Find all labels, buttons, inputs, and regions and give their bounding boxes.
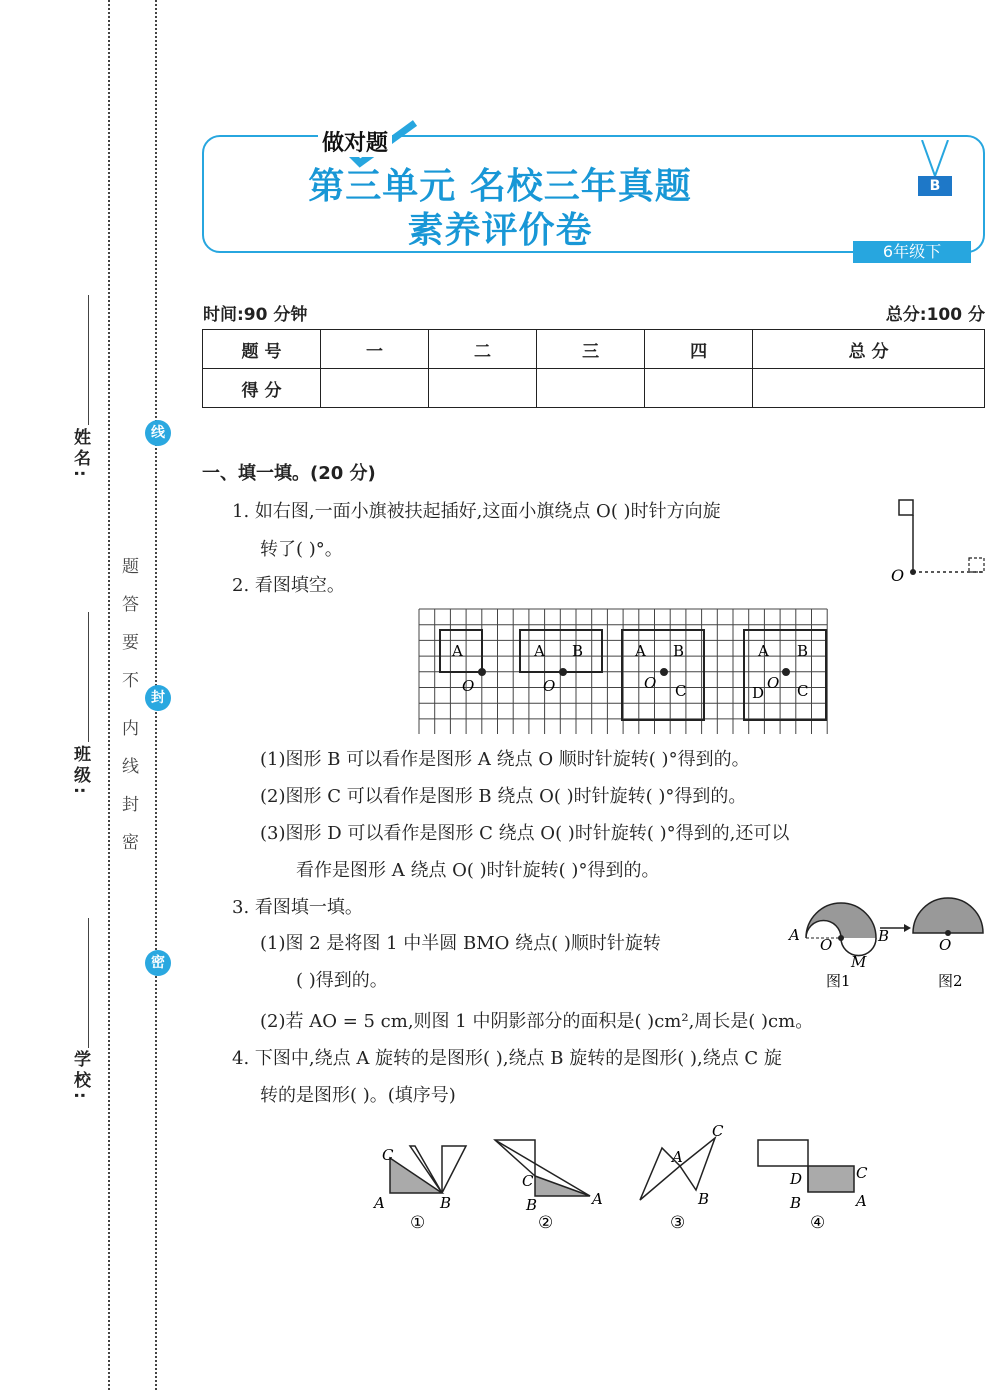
- question-3-1-cont: ( )得到的。: [296, 970, 388, 991]
- grid-letter: B: [673, 642, 685, 660]
- figure-number: ④: [810, 1213, 826, 1233]
- figure-number: ①: [410, 1213, 426, 1233]
- table-row: [203, 330, 985, 369]
- q4-label: C: [522, 1172, 534, 1190]
- pivot-point: [661, 669, 667, 675]
- grid-letter: A: [758, 642, 769, 660]
- warning-char: 线: [122, 757, 139, 777]
- header-cell: 题 号: [203, 330, 321, 369]
- pivot-point: [479, 669, 485, 675]
- score-cell[interactable]: [537, 369, 645, 408]
- seal-seal: 封: [145, 685, 171, 711]
- row-label: 得 分: [203, 369, 321, 408]
- grid-letter: O: [767, 674, 780, 692]
- header-cell: 总 分: [753, 330, 985, 369]
- fig1-caption: 图1: [826, 972, 851, 990]
- tag-string-icon: [918, 140, 952, 178]
- score-cell[interactable]: [429, 369, 537, 408]
- question-4-line2: 转的是图形( )。(填序号): [260, 1085, 456, 1106]
- q4-label: C: [856, 1164, 868, 1182]
- flag-o-label: O: [891, 566, 905, 585]
- warning-char: 题: [122, 557, 139, 577]
- question-2-3: (3)图形 D 可以看作是图形 C 绕点 O( )时针旋转( )°得到的,还可以: [260, 823, 790, 844]
- table-row: [203, 369, 985, 408]
- page-subtitle: 素养评价卷: [407, 210, 593, 251]
- question-1-line2: 转了( )°。: [260, 539, 343, 560]
- grid-letter: C: [675, 682, 687, 700]
- class-field[interactable]: [88, 612, 89, 742]
- grid-letter: D: [752, 684, 765, 702]
- semicircle: [913, 898, 983, 933]
- score-cell[interactable]: [645, 369, 753, 408]
- q4-label: B: [440, 1194, 452, 1212]
- grid-letter: A: [534, 642, 545, 660]
- seal-line: 线: [145, 420, 171, 446]
- q4-label: A: [374, 1194, 385, 1212]
- arrow-icon: [904, 924, 911, 932]
- fig1-label: A: [789, 926, 800, 944]
- question-2-1: (1)图形 B 可以看作是图形 A 绕点 O 顺时针旋转( )°得到的。: [260, 749, 750, 770]
- fig1-label: O: [820, 936, 833, 954]
- rotation-shapes-figure: [370, 1118, 875, 1236]
- header-cell: 三: [537, 330, 645, 369]
- warning-char: 内: [122, 719, 139, 739]
- version-tag: B: [918, 176, 952, 196]
- question-3-2: (2)若 AO = 5 cm,则图 1 中阴影部分的面积是( )cm²,周长是( )cm。: [260, 1011, 814, 1032]
- grid-letter: A: [635, 642, 646, 660]
- warning-char: 封: [122, 795, 139, 815]
- q4-label: A: [672, 1148, 683, 1166]
- question-2-2: (2)图形 C 可以看作是图形 B 绕点 O( )时针旋转( )°得到的。: [260, 786, 747, 807]
- figure-number: ③: [670, 1213, 686, 1233]
- q4-label: A: [856, 1192, 867, 1210]
- pivot-point: [783, 669, 789, 675]
- name-label: 姓名:: [70, 428, 90, 481]
- question-3-1: (1)图 2 是将图 1 中半圆 BMO 绕点( )顺时针旋转: [260, 933, 661, 954]
- figure-number: ②: [538, 1213, 554, 1233]
- q4-label: C: [382, 1146, 394, 1164]
- question-1-line1: 1. 如右图,一面小旗被扶起插好,这面小旗绕点 O( )时针方向旋: [232, 501, 721, 522]
- school-field[interactable]: [88, 918, 89, 1048]
- header-cell: 四: [645, 330, 753, 369]
- semicircle-figures: [786, 888, 991, 992]
- score-cell[interactable]: [321, 369, 429, 408]
- warning-char: 密: [122, 833, 139, 853]
- grid-letter: O: [462, 677, 475, 695]
- warning-char: 答: [122, 595, 139, 615]
- pivot-point: [560, 669, 566, 675]
- question-4-line1: 4. 下图中,绕点 A 旋转的是图形( ),绕点 B 旋转的是图形( ),绕点 C 旋: [232, 1048, 782, 1069]
- fig2-label: O: [939, 936, 952, 954]
- fig1-label: B: [878, 927, 890, 945]
- q4-label: B: [526, 1196, 538, 1214]
- grid-letter: C: [797, 682, 809, 700]
- question-3: 3. 看图填一填。: [232, 897, 363, 918]
- header-cell: 一: [321, 330, 429, 369]
- q4-label: D: [790, 1170, 803, 1188]
- grid-letter: O: [644, 674, 657, 692]
- flag-rotated: [969, 558, 984, 572]
- grid-letter: B: [572, 642, 584, 660]
- total-score: 总分:100 分: [885, 305, 985, 325]
- page-title: 第三单元 名校三年真题: [308, 166, 692, 207]
- question-2: 2. 看图填空。: [232, 575, 345, 596]
- brand-logo: 做对题: [318, 126, 392, 157]
- warning-char: 要: [122, 633, 139, 653]
- q4-label: B: [790, 1194, 802, 1212]
- header-cell: 二: [429, 330, 537, 369]
- fig1-label: M: [851, 953, 867, 971]
- grid-letter: B: [797, 642, 809, 660]
- q4-label: A: [592, 1190, 603, 1208]
- seal-close: 密: [145, 950, 171, 976]
- q4-label: C: [712, 1122, 724, 1140]
- time-limit: 时间:90 分钟: [203, 305, 308, 325]
- warning-char: 不: [122, 671, 139, 691]
- q4-label: B: [698, 1190, 710, 1208]
- flag-figure: [885, 495, 990, 585]
- question-2-3-cont: 看作是图形 A 绕点 O( )时针旋转( )°得到的。: [296, 860, 660, 881]
- rotation-grid-figure: [418, 608, 828, 734]
- grid-letter: O: [543, 677, 556, 695]
- section-heading: 一、填一填。(20 分): [202, 463, 376, 484]
- grid-shape: [520, 630, 602, 672]
- school-label: 学校:: [70, 1050, 90, 1103]
- name-field[interactable]: [88, 295, 89, 425]
- score-table: [202, 329, 985, 408]
- grid-letter: A: [452, 642, 463, 660]
- fig2-caption: 图2: [938, 972, 963, 990]
- class-label: 班级:: [70, 745, 90, 798]
- flag-upright: [899, 500, 913, 515]
- grade-badge: 6年级下: [853, 241, 971, 263]
- score-cell[interactable]: [753, 369, 985, 408]
